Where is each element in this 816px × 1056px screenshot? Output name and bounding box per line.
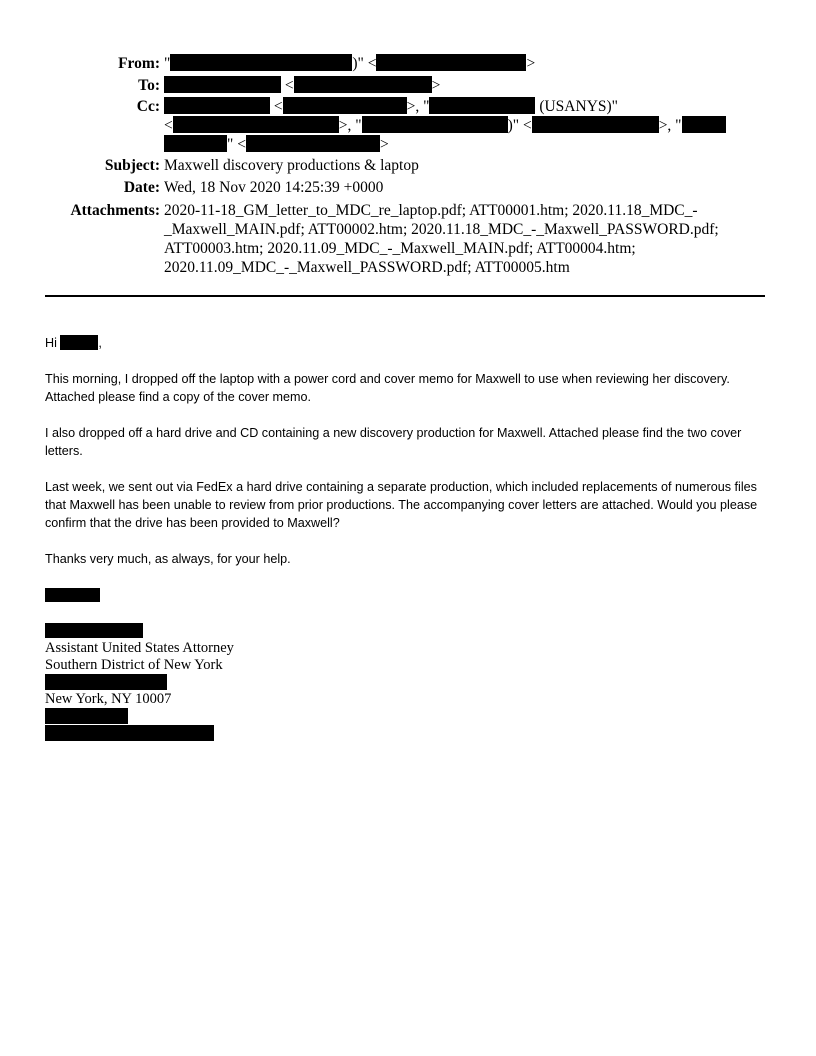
redaction bbox=[376, 54, 526, 71]
redaction bbox=[164, 97, 270, 114]
cc-label: Cc: bbox=[136, 98, 160, 115]
attachments-line: _Maxwell_MAIN.pdf; ATT00002.htm; 2020.11.18_MDC_-_Maxwell_PASSWORD.pdf; bbox=[164, 221, 719, 238]
greeting: Hi , bbox=[45, 336, 102, 350]
paragraph-4: Thanks very much, as always, for your help. bbox=[45, 552, 291, 566]
from-value: " )" < > bbox=[164, 55, 536, 72]
redaction bbox=[682, 116, 726, 133]
date-value: Wed, 18 Nov 2020 14:25:39 +0000 bbox=[164, 179, 384, 196]
to-label: To: bbox=[138, 77, 160, 94]
redaction bbox=[45, 674, 167, 690]
subject-label: Subject: bbox=[104, 157, 160, 174]
redaction bbox=[60, 335, 98, 350]
cc-value-line3: " < > bbox=[164, 135, 389, 154]
date-label: Date: bbox=[123, 179, 160, 196]
to-value: < > bbox=[164, 76, 440, 95]
paragraph-2: I also dropped off a hard drive and CD containing a new discovery production for Maxwell. Attached please find the two cover letters. bbox=[45, 426, 742, 458]
header-divider bbox=[45, 295, 765, 297]
redaction bbox=[283, 97, 407, 114]
signature-title: Assistant United States Attorney bbox=[45, 640, 234, 656]
redaction bbox=[294, 76, 432, 93]
attachments-line: 2020.11.09_MDC_-_Maxwell_PASSWORD.pdf; ATT00005.htm bbox=[164, 259, 570, 276]
paragraph-1: This morning, I dropped off the laptop with a power cord and cover memo for Maxwell to use when reviewing her discovery. Attached please find a copy of the cover memo. bbox=[45, 372, 730, 404]
greeting-text: Hi bbox=[45, 336, 57, 350]
redaction bbox=[429, 97, 535, 114]
signature-city: New York, NY 10007 bbox=[45, 691, 172, 707]
attachments-line: ATT00003.htm; 2020.11.09_MDC_-_Maxwell_MAIN.pdf; ATT00004.htm; bbox=[164, 240, 636, 257]
redaction bbox=[170, 54, 352, 71]
redaction bbox=[45, 623, 143, 638]
paragraph-3: Last week, we sent out via FedEx a hard drive containing a separate production, which included replacements of numerous files that Maxwell has been unable to review from prior productions. The accompanying cover letters are attached. Would you please confirm that the drive has been provided to Maxwell? bbox=[45, 480, 758, 530]
subject-value: Maxwell discovery productions & laptop bbox=[164, 157, 419, 174]
cc-value-line2: < >, " )" < >, " bbox=[164, 116, 726, 135]
cc-value-line1: < >, " (USANYS)" bbox=[164, 97, 618, 116]
redaction bbox=[164, 76, 281, 93]
cc-agency: (USANYS)" bbox=[539, 98, 618, 115]
redaction bbox=[164, 135, 227, 152]
redaction bbox=[362, 116, 508, 133]
attachments-label: Attachments: bbox=[70, 202, 160, 219]
signature-office: Southern District of New York bbox=[45, 657, 223, 673]
redaction bbox=[246, 135, 380, 152]
redaction bbox=[45, 708, 128, 724]
attachments-line: 2020-11-18_GM_letter_to_MDC_re_laptop.pdf; ATT00001.htm; 2020.11.18_MDC_- bbox=[164, 202, 698, 219]
redaction bbox=[45, 588, 100, 602]
from-label: From: bbox=[118, 55, 160, 72]
redaction bbox=[173, 116, 339, 133]
redaction bbox=[45, 725, 214, 741]
attachments-list bbox=[164, 201, 764, 277]
redaction bbox=[532, 116, 659, 133]
